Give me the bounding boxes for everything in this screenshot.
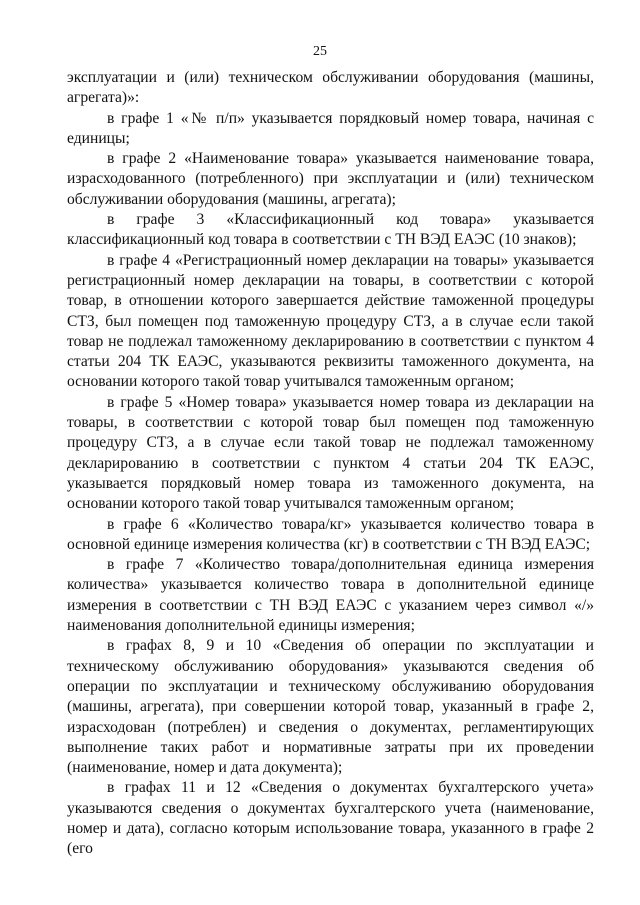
paragraph-column-5: в графе 5 «Номер товара» указывается номер товара из декларации на товары, в соответствии с которой товар был помещен под таможенную процедуру СТЗ, а в случае если такой товар не подлежал таможенному декларированию в соответствии с пунктом 4 статьи 204 ТК ЕАЭС, указывается порядковый номер товара из таможенного документа, на основании которого такой товар учитывался таможенным органом; bbox=[67, 393, 594, 513]
paragraph-column-1: в графе 1 «№ п/п» указывается порядковый номер товара, начиная с единицы; bbox=[67, 109, 594, 147]
paragraph-column-2: в графе 2 «Наименование товара» указывается наименование товара, израсходованного (потребленного) при эксплуатации и (или) техническом обслуживании оборудования (машины, агрегата); bbox=[67, 150, 594, 208]
paragraph-columns-8-10: в графах 8, 9 и 10 «Сведения об операции по эксплуатации и техническому обслуживанию оборудования» указываются сведения об операции по эксплуатации и техническому обслуживанию оборудования (машины, агрегата), при совершении которой товар, указанный в графе 2, израсходован (потреблен) и сведения о документах, регламентирующих выполнение таких работ и нормативные затраты при их проведении (наименование, номер и дата документа); bbox=[67, 637, 594, 777]
paragraph-column-7: в графе 7 «Количество товара/дополнительная единица измерения количества» указывается количество товара в дополнительной единице измерения в соответствии с ТН ВЭД ЕАЭС с указанием через символ «/» наименования дополнительной единицы измерения; bbox=[67, 556, 594, 635]
paragraph-column-6: в графе 6 «Количество товара/кг» указывается количество товара в основной единице измерения количества (кг) в соответствии с ТН ВЭД ЕАЭС; bbox=[67, 515, 594, 553]
document-body bbox=[67, 68, 594, 860]
paragraph-continuation: эксплуатации и (или) техническом обслуживании оборудования (машины, агрегата)»: bbox=[67, 69, 594, 107]
paragraph-columns-11-12: в графах 11 и 12 «Сведения о документах бухгалтерского учета» указываются сведения о документах бухгалтерского учета (наименование, номер и дата), согласно которым использование товара, указанного в графе 2 (его bbox=[67, 779, 594, 858]
page-number: 25 bbox=[313, 44, 327, 59]
paragraph-column-3: в графе 3 «Классификационный код товара» указывается классификационный код товара в соответствии с ТН ВЭД ЕАЭС (10 знаков); bbox=[67, 211, 594, 249]
paragraph-column-4: в графе 4 «Регистрационный номер декларации на товары» указывается регистрационный номер декларации на товары, в соответствии с которой товар, в отношении которого завершается действие таможенной процедуры СТЗ, был помещен под таможенную процедуру СТЗ, а в случае если такой товар не подлежал таможенному декларированию в соответствии с пунктом 4 статьи 204 ТК ЕАЭС, указываются реквизиты таможенного документа, на основании которого такой товар учитывался таможенным органом; bbox=[67, 251, 594, 391]
